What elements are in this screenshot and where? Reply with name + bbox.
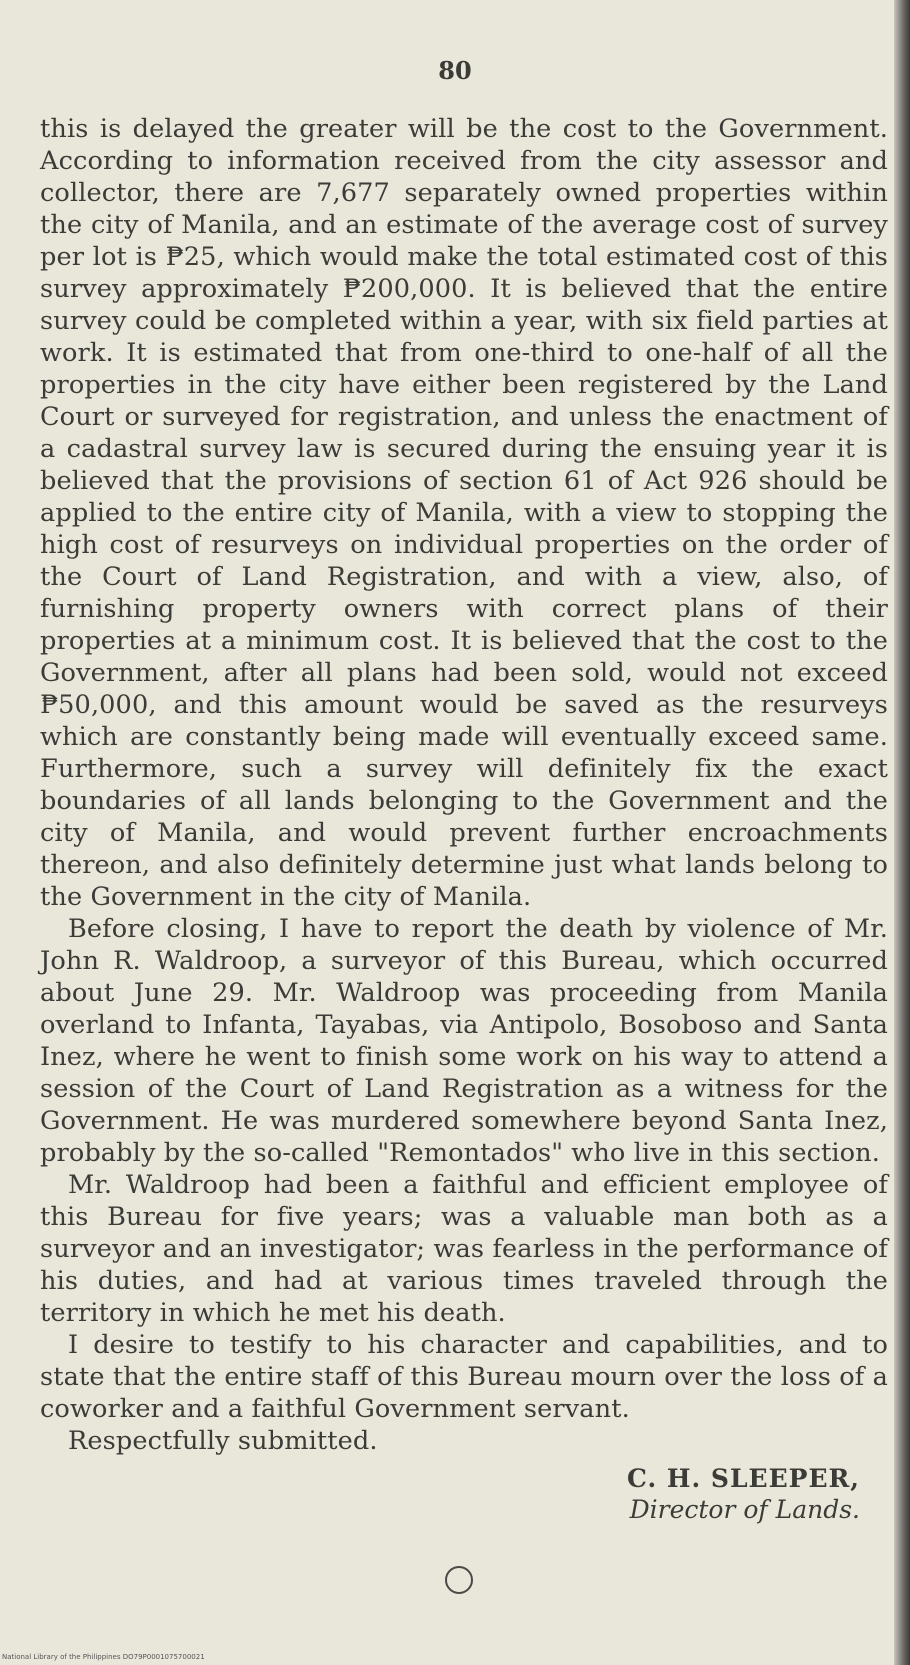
signatory-name: C. H. SLEEPER, <box>627 1464 860 1493</box>
library-footer: National Library of the Philippines DO79P0001075700021 <box>2 1653 205 1661</box>
circle-mark-icon <box>445 1566 473 1594</box>
paragraph-3: Mr. Waldroop had been a faithful and efficient employee of this Bureau for five years; was a valuable man both as a surveyor and an investigator; was fearless in the performance of his duties, and had at various times traveled through the territory in which he met his death. <box>40 1170 888 1328</box>
page-edge-shadow <box>894 0 910 1665</box>
body-text <box>40 113 888 1457</box>
signature-block <box>560 1463 860 1525</box>
page-number: 80 <box>438 56 472 85</box>
paragraph-1: this is delayed the greater will be the cost to the Government. According to information received from the city assessor and collector, there are 7,677 separately owned properties within the city of Manila, and an estimate of the average cost of survey per lot is ₱25, which would make the total estimated cost of this survey approximately ₱200,000. It is believed that the entire survey could be completed within a year, with six field parties at work. It is estimated that from one-third to one-half of all the properties in the city have either been registered by the Land Court or surveyed for registration, and unless the enactment of a cadastral survey law is secured during the ensuing year it is believed that the provisions of section 61 of Act 926 should be applied to the entire city of Manila, with a view to stopping the high cost of resurveys on individual properties on the order of the Court of Land Registration, and with a view, also, of furnishing property owners with correct plans of their properties at a minimum cost. It is believed that the cost to the Government, after all plans had been sold, would not exceed ₱50,000, and this amount would be saved as the resurveys which are constantly being made will eventually exceed same. Furthermore, such a survey will definitely fix the exact boundaries of all lands belonging to the Government and the city of Manila, and would prevent further encroachments thereon, and also definitely determine just what lands belong to the Government in the city of Manila. <box>40 114 888 912</box>
signatory-title: Director of Lands. <box>629 1495 860 1524</box>
paragraph-4: I desire to testify to his character and capabilities, and to state that the entire staff of this Bureau mourn over the loss of a coworker and a faithful Government servant. <box>40 1330 888 1424</box>
closing-line: Respectfully submitted. <box>68 1426 378 1456</box>
paragraph-2: Before closing, I have to report the death by violence of Mr. John R. Waldroop, a surveyor of this Bureau, which occurred about June 29. Mr. Waldroop was proceeding from Manila overland to Infanta, Tayabas, via Antipolo, Bosoboso and Santa Inez, where he went to finish some work on his way to attend a session of the Court of Land Registration as a witness for the Government. He was murdered somewhere beyond Santa Inez, probably by the so-called "Remontados" who live in this section. <box>40 914 888 1168</box>
